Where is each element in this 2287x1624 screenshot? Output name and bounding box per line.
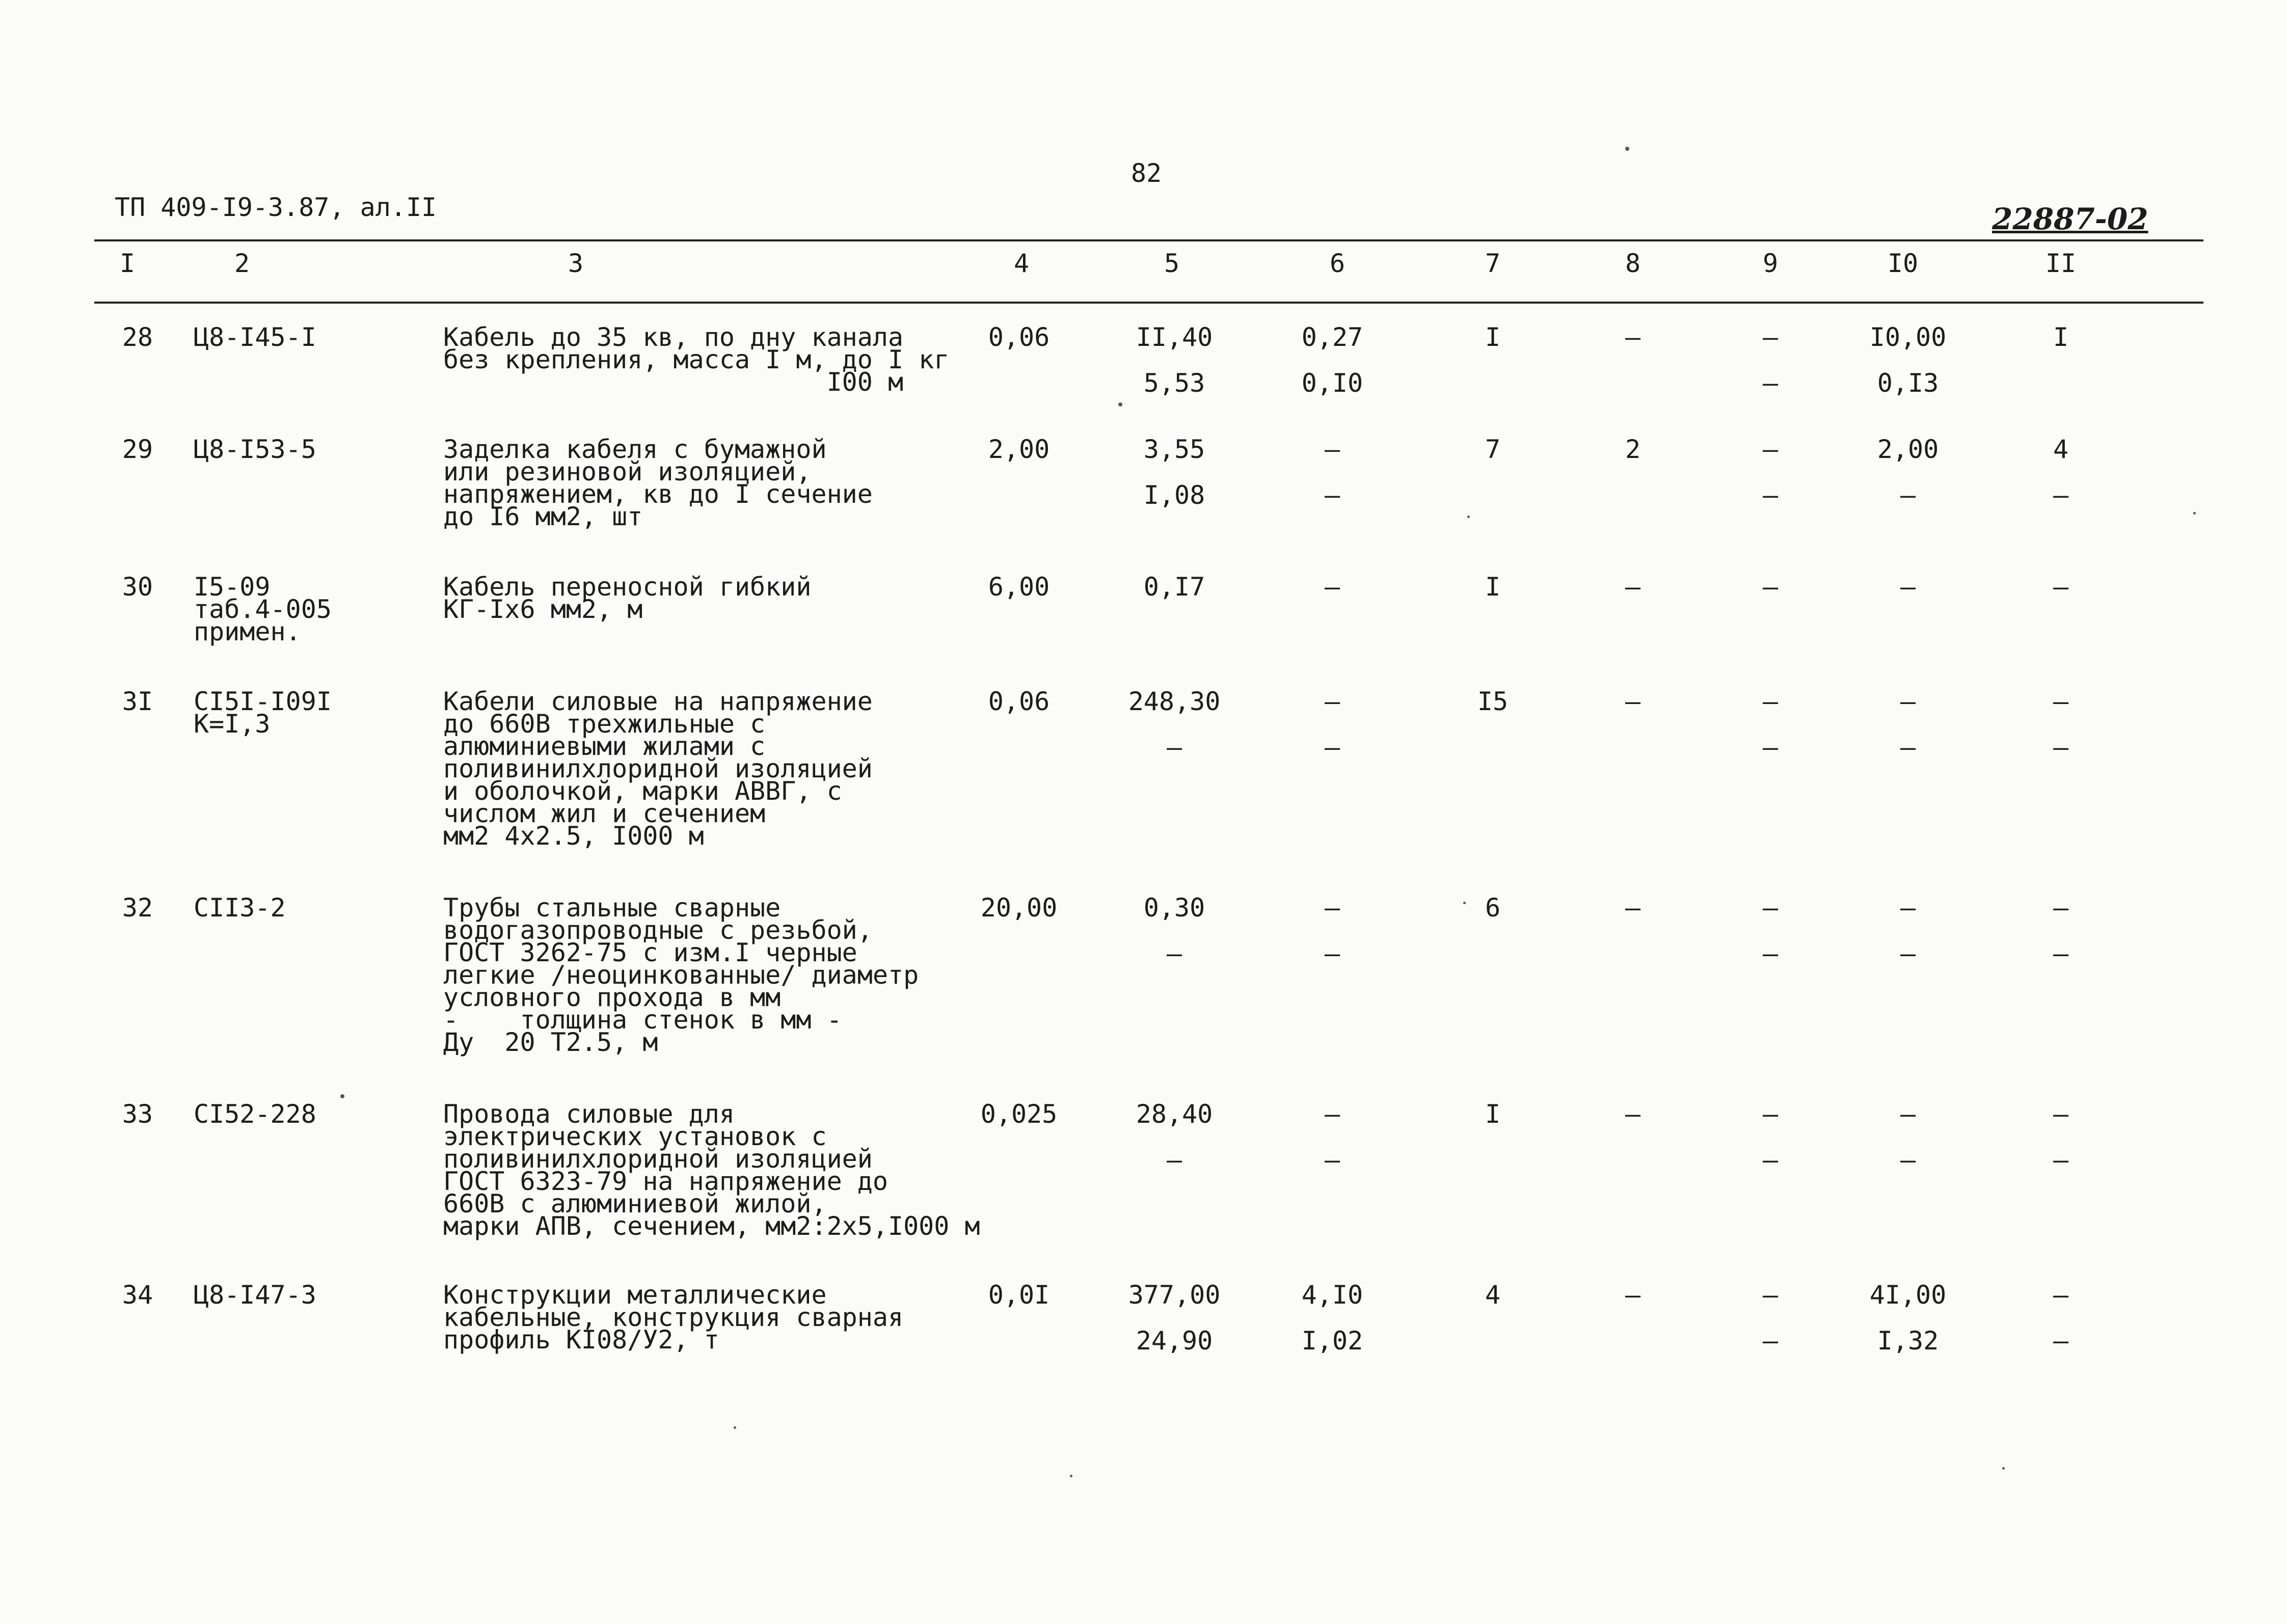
- description-line: Кабели силовые на напряжение: [443, 687, 873, 716]
- cell-c10: I,32: [1877, 1326, 1939, 1356]
- description-line: без крепления, масса I м, до I кг: [443, 345, 950, 374]
- cell-c6: –: [1324, 939, 1340, 968]
- cell-c10: –: [1900, 480, 1916, 510]
- row-number: 34: [122, 1280, 153, 1310]
- description-line: поливинилхлоридной изоляцией: [443, 754, 873, 783]
- cell-c10: –: [1900, 733, 1916, 762]
- cell-c4: 0,025: [980, 1099, 1058, 1129]
- cell-c9: –: [1762, 1099, 1779, 1129]
- cell-c4: 20,00: [980, 893, 1058, 923]
- scan-speck: [1070, 1475, 1072, 1477]
- cell-c4: 2,00: [988, 435, 1050, 464]
- cell-c5: II,40: [1136, 322, 1213, 352]
- scan-speck: [1625, 147, 1629, 151]
- norm-code: таб.4-005: [194, 594, 332, 624]
- norm-code: Ц8-I47-3: [194, 1280, 316, 1310]
- description-line: Ду 20 Т2.5, м: [443, 1027, 658, 1057]
- cell-c7: I5: [1477, 687, 1509, 716]
- description-line: профиль КI08/У2, т: [443, 1325, 719, 1355]
- cell-c9: –: [1762, 480, 1779, 510]
- description-line: до I6 мм2, шт: [443, 502, 643, 531]
- cell-c11: –: [2053, 1326, 2069, 1356]
- norm-code: Ц8-I53-5: [194, 435, 316, 464]
- cell-c4: 0,0I: [988, 1280, 1050, 1310]
- scan-speck: [2002, 1467, 2005, 1470]
- table-top-rule: [94, 239, 2203, 241]
- cell-c8: –: [1625, 687, 1641, 716]
- norm-code: К=I,3: [194, 709, 271, 739]
- column-header: 4: [1013, 249, 1030, 278]
- cell-c10: –: [1900, 1099, 1916, 1129]
- cell-c11: –: [2053, 480, 2069, 510]
- cell-c5: –: [1166, 733, 1182, 762]
- cell-c9: –: [1762, 435, 1779, 464]
- cell-c11: –: [2053, 1280, 2069, 1310]
- cell-c11: –: [2053, 572, 2069, 602]
- row-number: 32: [122, 893, 153, 923]
- column-header: I: [119, 249, 136, 278]
- cell-c9: –: [1762, 733, 1779, 762]
- row-number: 29: [122, 435, 153, 464]
- description-line: условного прохода в мм: [443, 983, 781, 1012]
- cell-c11: –: [2053, 733, 2069, 762]
- cell-c6: 4,I0: [1301, 1280, 1363, 1310]
- description-line: Кабель переносной гибкий: [443, 572, 812, 602]
- page-number: 82: [1131, 158, 1162, 188]
- cell-c10: I0,00: [1869, 322, 1947, 352]
- column-header: 8: [1625, 249, 1641, 278]
- cell-c5: –: [1166, 1145, 1182, 1175]
- cell-c9: –: [1762, 893, 1779, 923]
- cell-c9: –: [1762, 1280, 1779, 1310]
- cell-c11: –: [2053, 1099, 2069, 1129]
- description-line: кабельные, конструкция сварная: [443, 1303, 904, 1332]
- column-header: 5: [1164, 249, 1180, 278]
- cell-c6: –: [1324, 435, 1340, 464]
- cell-c6: –: [1324, 733, 1340, 762]
- description-line: поливинилхлоридной изоляцией: [443, 1144, 873, 1174]
- cell-c8: 2: [1625, 435, 1641, 464]
- cell-c5: 28,40: [1136, 1099, 1213, 1129]
- cell-c5: 248,30: [1128, 687, 1221, 716]
- cell-c9: –: [1762, 1145, 1779, 1175]
- description-line: марки АПВ, сечением, мм2:2х5,I000 м: [443, 1211, 980, 1241]
- cell-c4: 6,00: [988, 572, 1050, 602]
- description-line: Трубы стальные сварные: [443, 893, 781, 923]
- cell-c9: –: [1762, 572, 1779, 602]
- cell-c9: –: [1762, 939, 1779, 968]
- cell-c5: 5,53: [1143, 368, 1205, 398]
- cell-c6: –: [1324, 1145, 1340, 1175]
- cell-c10: 0,I3: [1877, 368, 1939, 398]
- column-header: I0: [1887, 249, 1919, 278]
- norm-code: СI5I-I09I: [194, 687, 332, 716]
- cell-c10: –: [1900, 572, 1916, 602]
- cell-c6: –: [1324, 1099, 1340, 1129]
- scan-speck: [1463, 902, 1466, 904]
- cell-c4: 0,06: [988, 322, 1050, 352]
- row-number: 33: [122, 1099, 153, 1129]
- description-line: и оболочкой, марки АВВГ, с: [443, 776, 842, 806]
- cell-c6: –: [1324, 687, 1340, 716]
- column-header: 7: [1485, 249, 1501, 278]
- cell-c6: –: [1324, 893, 1340, 923]
- column-header: II: [2045, 249, 2077, 278]
- cell-c6: I,02: [1301, 1326, 1363, 1356]
- cell-c10: –: [1900, 1145, 1916, 1175]
- description-line: легкие /неоцинкованные/ диаметр: [443, 960, 919, 990]
- row-number: 28: [122, 322, 153, 352]
- cell-c4: 0,06: [988, 687, 1050, 716]
- description-line: Заделка кабеля с бумажной: [443, 435, 827, 464]
- cell-c10: –: [1900, 687, 1916, 716]
- cell-c6: 0,I0: [1301, 368, 1363, 398]
- cell-c5: 0,30: [1143, 893, 1205, 923]
- cell-c11: I: [2053, 322, 2069, 352]
- cell-c8: –: [1625, 1099, 1641, 1129]
- cell-c7: 7: [1485, 435, 1501, 464]
- description-line: до 660В трехжильные с: [443, 709, 766, 739]
- cell-c10: –: [1900, 893, 1916, 923]
- cell-c11: –: [2053, 687, 2069, 716]
- cell-c5: 24,90: [1136, 1326, 1213, 1356]
- cell-c5: –: [1166, 939, 1182, 968]
- norm-code: СI52-228: [194, 1099, 316, 1129]
- description-line: водогазопроводные с резьбой,: [443, 915, 873, 945]
- document-reference: ТП 409-I9-3.87, ал.II: [115, 193, 437, 222]
- cell-c11: –: [2053, 939, 2069, 968]
- description-line: - толщина стенок в мм -: [443, 1005, 842, 1035]
- cell-c8: –: [1625, 893, 1641, 923]
- scan-speck: [734, 1426, 736, 1429]
- scan-speck: [1467, 516, 1470, 518]
- cell-c9: –: [1762, 687, 1779, 716]
- norm-code: I5-09: [194, 572, 271, 602]
- cell-c11: –: [2053, 893, 2069, 923]
- cell-c7: 6: [1485, 893, 1501, 923]
- cell-c8: –: [1625, 572, 1641, 602]
- norm-code: СII3-2: [194, 893, 286, 923]
- cell-c6: –: [1324, 480, 1340, 510]
- cell-c7: 4: [1485, 1280, 1501, 1310]
- description-line: напряжением, кв до I сечение: [443, 479, 873, 509]
- cell-c9: –: [1762, 368, 1779, 398]
- cell-c7: I: [1485, 322, 1501, 352]
- description-line: 660В с алюминиевой жилой,: [443, 1189, 827, 1219]
- description-line: КГ-Iх6 мм2, м: [443, 594, 643, 624]
- norm-code: Ц8-I45-I: [194, 322, 316, 352]
- cell-c6: –: [1324, 572, 1340, 602]
- description-line: или резиновой изоляцией,: [443, 457, 812, 486]
- cell-c10: –: [1900, 939, 1916, 968]
- cell-c5: 0,I7: [1143, 572, 1205, 602]
- cell-c5: 377,00: [1128, 1280, 1221, 1310]
- description-line: I00 м: [443, 367, 904, 397]
- cell-c11: –: [2053, 1145, 2069, 1175]
- cell-c9: –: [1762, 1326, 1779, 1356]
- column-header: 6: [1329, 249, 1346, 278]
- norm-code: примен.: [194, 617, 301, 646]
- description-line: Кабель до 35 кв, по дну канала: [443, 322, 904, 352]
- cell-c7: I: [1485, 572, 1501, 602]
- column-header: 2: [234, 249, 250, 278]
- cell-c11: 4: [2053, 435, 2069, 464]
- description-line: Конструкции металлические: [443, 1280, 827, 1310]
- cell-c8: –: [1625, 322, 1641, 352]
- column-header: 9: [1762, 249, 1779, 278]
- column-header: 3: [568, 249, 584, 278]
- description-line: числом жил и сечением: [443, 799, 766, 828]
- cell-c8: –: [1625, 1280, 1641, 1310]
- description-line: Провода силовые для: [443, 1099, 735, 1129]
- cell-c5: 3,55: [1143, 435, 1205, 464]
- registration-stamp: 22887-02: [1992, 202, 2148, 236]
- scan-speck: [340, 1094, 344, 1098]
- cell-c9: –: [1762, 322, 1779, 352]
- description-line: мм2 4х2.5, I000 м: [443, 821, 704, 851]
- scan-speck: [2193, 512, 2196, 515]
- description-line: ГОСТ 3262-75 с изм.I черные: [443, 938, 857, 967]
- cell-c5: I,08: [1143, 480, 1205, 510]
- row-number: 3I: [122, 687, 153, 716]
- scan-speck: [1118, 402, 1122, 407]
- table-header-rule: [94, 302, 2203, 304]
- cell-c10: 4I,00: [1869, 1280, 1947, 1310]
- cell-c7: I: [1485, 1099, 1501, 1129]
- description-line: алюминиевыми жилами с: [443, 732, 766, 761]
- cell-c10: 2,00: [1877, 435, 1939, 464]
- row-number: 30: [122, 572, 153, 602]
- description-line: ГОСТ 6323-79 на напряжение до: [443, 1167, 888, 1196]
- cell-c6: 0,27: [1301, 322, 1363, 352]
- description-line: электрических установок с: [443, 1122, 827, 1151]
